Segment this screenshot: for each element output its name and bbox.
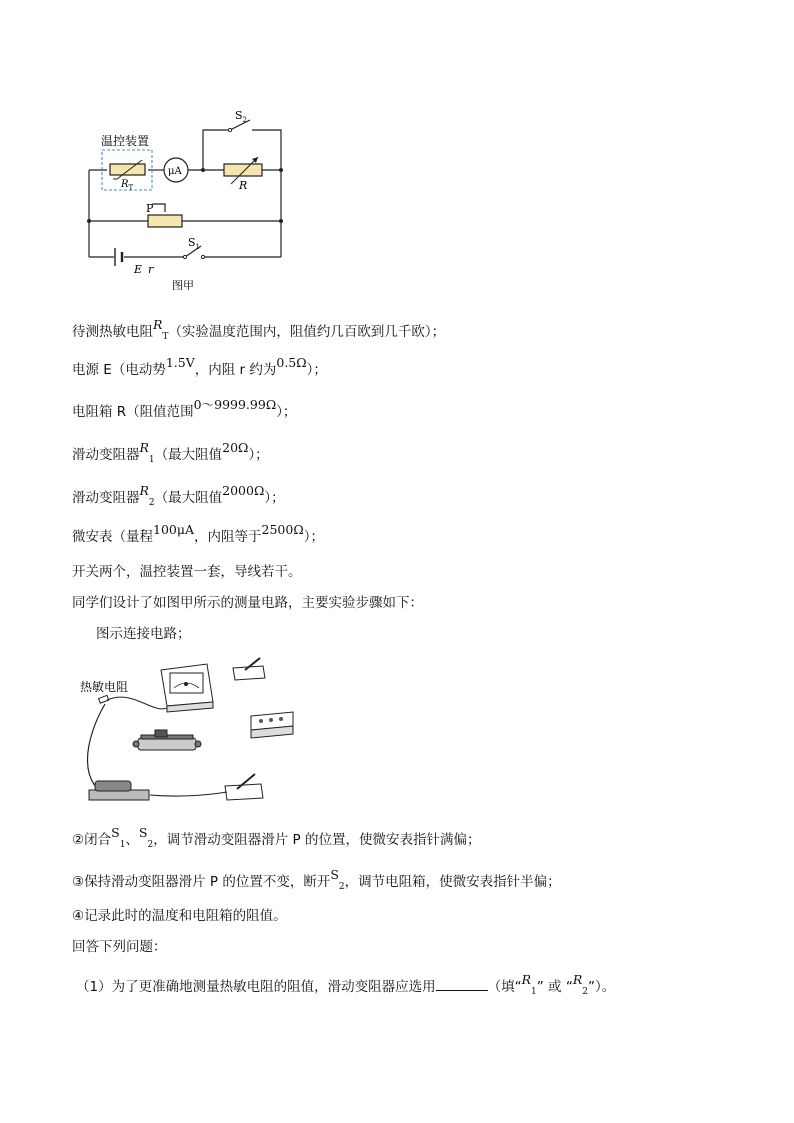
p-label: P (146, 202, 154, 215)
item-rheostat-r1: 滑动变阻器$R_1$（最大阻值20Ω）； (72, 440, 269, 465)
item-rheostat-r2: 滑动变阻器$R_2$（最大阻值2000Ω）； (72, 483, 285, 508)
figure-caption: 图甲 (172, 279, 194, 292)
knife-switch-2 (225, 774, 263, 800)
item-power-source: 电源 E（电动势1.5V，内阻 r 约为0.5Ω）； (72, 355, 327, 378)
thermistor-probe (99, 695, 109, 703)
temp-device-label: 温控装置 (101, 134, 150, 148)
step-1: 图示连接电路； (96, 626, 191, 642)
step-4: ④记录此时的温度和电阻箱的阻值。 (72, 908, 287, 924)
emf-label: E (134, 263, 143, 276)
thermistor-label: 热敏电阻 (80, 680, 129, 694)
circuit-diagram-a (80, 100, 300, 295)
meter-label: μA (168, 166, 182, 177)
heater-device (89, 781, 149, 800)
item-thermistor: 待测热敏电阻$R_T$（实验温度范围内，阻值约几百欧到几千欧）； (72, 317, 446, 342)
s1-label: $S_1$ (188, 236, 201, 251)
step-2: ②闭合$S_1$、$S_2$，调节滑动变阻器滑片 P 的位置，使微安表指针满偏； (72, 825, 481, 850)
rheostat-device (133, 730, 201, 750)
resistance-box-device (251, 712, 293, 738)
item-microammeter: 微安表（量程100μA，内阻等于2500Ω）； (72, 522, 324, 545)
rheostat (148, 215, 182, 227)
question-1: （1）为了更准确地测量热敏电阻的阻值，滑动变阻器应选用 （填“$R_1$” 或 “$R_2$”）。 (76, 972, 616, 997)
internal-r-label: r (148, 263, 154, 276)
answer-prompt: 回答下列问题： (72, 939, 167, 955)
item-misc: 开关两个，温控装置一套，导线若干。 (72, 564, 302, 580)
s2-label: $S_2$ (235, 109, 248, 124)
knife-switch-1 (233, 658, 265, 680)
slider-p (152, 204, 165, 212)
intro-text: 同学们设计了如图甲所示的测量电路，主要实验步骤如下： (72, 595, 423, 611)
apparatus-illustration (75, 648, 305, 806)
rt-label: $R_T$ (121, 179, 134, 192)
answer-blank[interactable] (436, 978, 488, 991)
thermistor-rt (110, 164, 145, 175)
r-label: R (239, 179, 248, 192)
item-resistance-box: 电阻箱 R（阻值范围0～9999.99Ω）； (72, 397, 297, 420)
microammeter-device (161, 664, 213, 712)
resistance-box-r (224, 164, 262, 176)
step-3: ③保持滑动变阻器滑片 P 的位置不变，断开$S_2$，调节电阻箱，使微安表指针半偏； (72, 867, 561, 892)
